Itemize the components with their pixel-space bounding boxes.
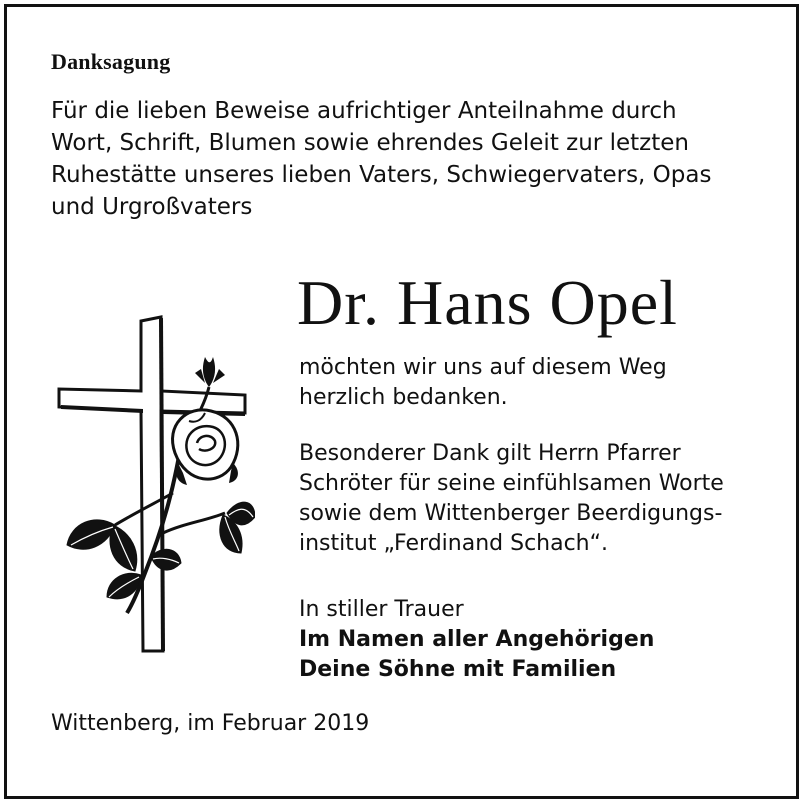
special-thanks-line: Schröter für seine einfühlsamen Worte xyxy=(299,471,724,496)
thanks-line: herzlich bedanken. xyxy=(299,385,508,410)
intro-line: Für die lieben Beweise aufrichtiger Anteilnahme durch xyxy=(51,98,677,124)
cross-with-rose-icon xyxy=(55,313,255,653)
obituary-notice xyxy=(4,4,799,799)
special-thanks-text xyxy=(299,439,724,559)
intro-line: Wort, Schrift, Blumen sowie ehrendes Geleit zur letzten xyxy=(51,130,689,156)
thanks-line: möchten wir uns auf diesem Weg xyxy=(299,355,667,380)
signature-line: Im Namen aller Angehörigen xyxy=(299,627,655,652)
special-thanks-line: sowie dem Wittenberger Beerdigungs- xyxy=(299,501,723,526)
signature-line: Deine Söhne mit Familien xyxy=(299,657,617,682)
mourning-line: In stiller Trauer xyxy=(299,597,464,622)
thanks-text xyxy=(299,353,667,413)
notice-heading: Danksagung xyxy=(51,49,171,74)
place-date: Wittenberg, im Februar 2019 xyxy=(51,711,370,736)
special-thanks-line: Besonderer Dank gilt Herrn Pfarrer xyxy=(299,441,681,466)
special-thanks-line: institut „Ferdinand Schach“. xyxy=(299,531,609,556)
intro-line: Ruhestätte unseres lieben Vaters, Schwiegervaters, Opas xyxy=(51,162,712,188)
intro-line: und Urgroßvaters xyxy=(51,194,253,220)
deceased-name: Dr. Hans Opel xyxy=(297,267,678,338)
intro-text xyxy=(51,95,771,223)
signature-block xyxy=(299,595,654,685)
